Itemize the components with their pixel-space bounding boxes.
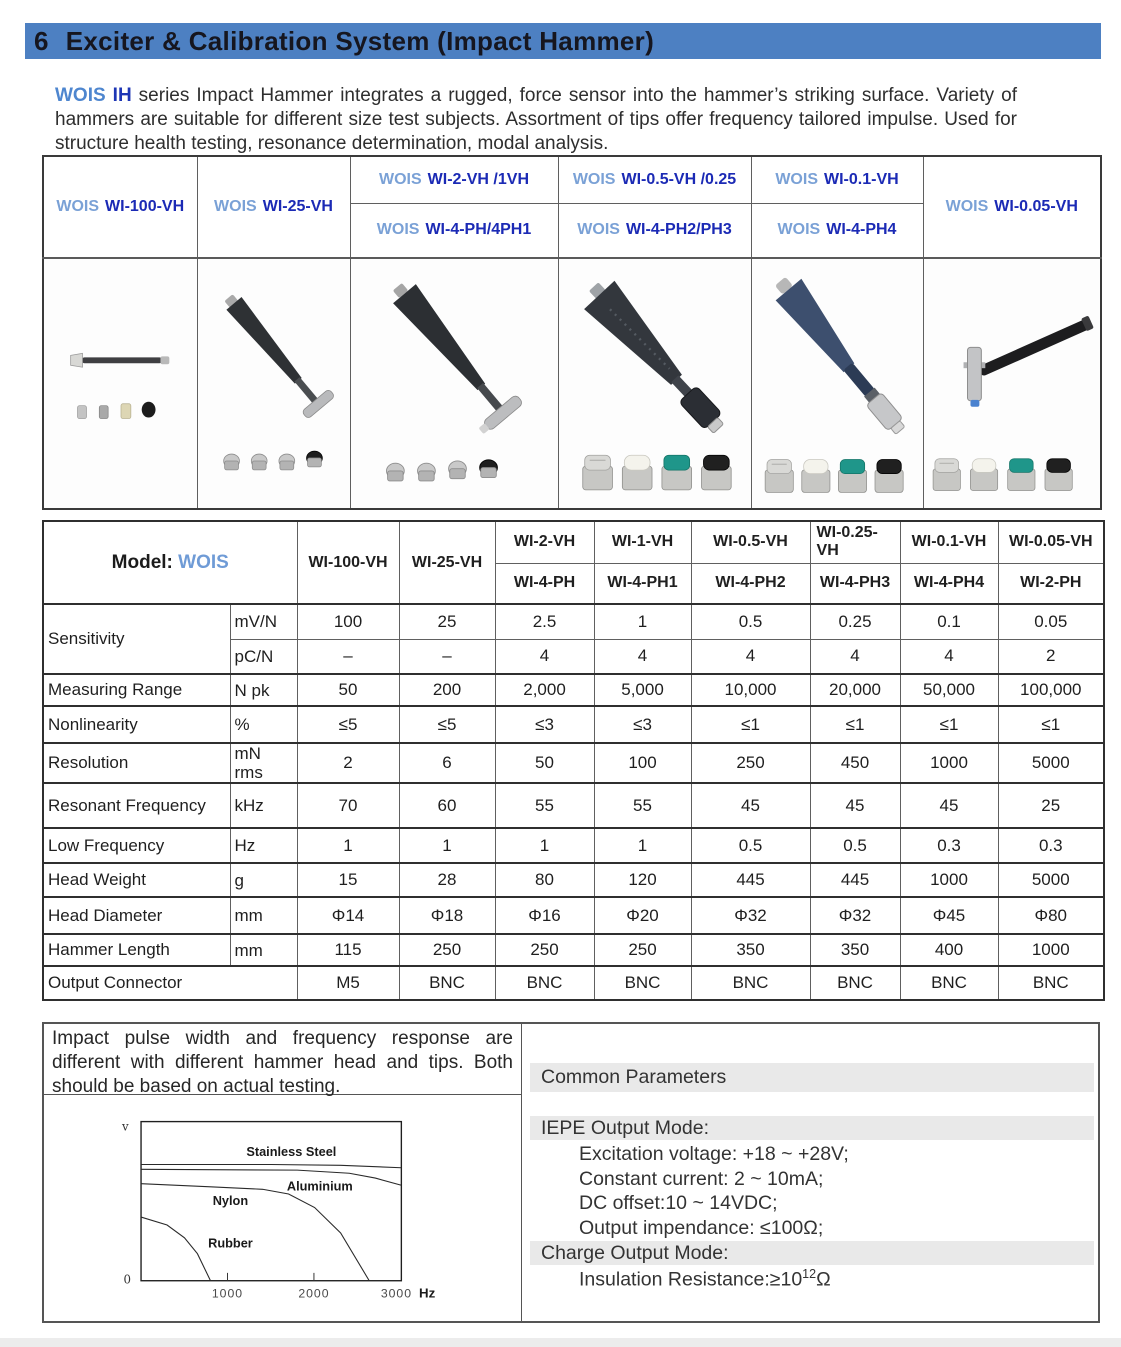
bottom-panel (42, 1022, 1100, 1323)
product-photo-mini-hammer (44, 260, 196, 508)
model-label: WI-0.5-VH /0.25 (621, 170, 737, 188)
product-header-wi-4-ph2 (558, 203, 751, 258)
iepe-output-mode-heading: IEPE Output Mode: (530, 1116, 1094, 1140)
model-label: WI-0.1-VH (824, 170, 899, 188)
brand-label: WOIS (376, 221, 420, 239)
spec-cell: 0.1 (900, 604, 998, 639)
product-table (42, 155, 1102, 510)
spec-cell: 28 (399, 863, 495, 897)
spec-cell: 1000 (900, 743, 998, 783)
spec-cell: BNC (495, 966, 594, 1000)
spec-cell: 0.25 (810, 604, 900, 639)
row-label-measuring-range: Measuring Range (43, 674, 230, 706)
spec-cell: 250 (495, 934, 594, 966)
spec-col-wi-0-5-vh: WI-0.5-VH (691, 521, 810, 563)
spec-cell: 1 (297, 828, 399, 863)
row-label-nonlinearity: Nonlinearity (43, 706, 230, 743)
spec-table (42, 520, 1105, 1001)
product-header-wi-0-1-vh (751, 156, 923, 203)
model-label: WI-0.05-VH (994, 198, 1078, 215)
iepe-items (579, 1142, 849, 1240)
brand-label: WOIS (777, 221, 821, 239)
series-label-nylon: Nylon (212, 1193, 249, 1209)
spec-cell: 1 (594, 828, 691, 863)
iepe-item-dc-offset: DC offset:10 ~ 14VDC; (579, 1192, 778, 1214)
spec-cell: Φ80 (998, 897, 1104, 934)
product-photo-cell (43, 258, 197, 509)
spec-cell: 250 (399, 934, 495, 966)
spec-cell: Φ18 (399, 897, 495, 934)
spec-cell: 350 (810, 934, 900, 966)
spec-model-header (43, 521, 297, 604)
model-label: WI-100-VH (105, 198, 185, 215)
insulation-prefix: Insulation Resistance:≥10 (579, 1268, 803, 1291)
spec-cell: 25 (399, 604, 495, 639)
intro-paragraph (55, 84, 1017, 156)
series-label-aluminium: Aluminium (286, 1178, 353, 1194)
spec-cell: 1 (594, 604, 691, 639)
spec-cell: 70 (297, 783, 399, 828)
spec-cell: 5,000 (594, 674, 691, 706)
spec-cell: 15 (297, 863, 399, 897)
intro-text: series Impact Hammer integrates a rugged, force sensor into the hammer’s striking surface. Variety of hammers are suitable for different size test subjects. Assortment of tips offer frequency tailored impulse. Used for structure health testing, resonance determination, modal analysis. (55, 85, 1017, 154)
row-unit: pC/N (230, 639, 297, 674)
spec-cell: 25 (998, 783, 1104, 828)
spec-cell: 45 (810, 783, 900, 828)
product-photo-sledge-hammer (924, 260, 1100, 508)
row-label-head-diameter: Head Diameter (43, 897, 230, 934)
x-axis-unit-label: Hz (419, 1285, 436, 1301)
spec-col-wi-4-ph4: WI-4-PH4 (900, 563, 998, 604)
spec-cell: BNC (399, 966, 495, 1000)
iepe-item-excitation-voltage: Excitation voltage: +18 ~ +28V; (579, 1143, 849, 1165)
series-label-rubber: Rubber (208, 1235, 253, 1251)
product-photo-cell (923, 258, 1101, 509)
spec-cell: 2.5 (495, 604, 594, 639)
spec-cell: BNC (998, 966, 1104, 1000)
brand-name: WOIS (55, 85, 106, 106)
spec-cell: 45 (900, 783, 998, 828)
row-unit: % (230, 706, 297, 743)
row-label-resonant-frequency: Resonant Frequency (43, 783, 230, 828)
spec-col-wi-4-ph2: WI-4-PH2 (691, 563, 810, 604)
spec-cell: 250 (691, 743, 810, 783)
spec-cell: 200 (399, 674, 495, 706)
product-photo-cell (197, 258, 350, 509)
spec-cell: Φ20 (594, 897, 691, 934)
product-header-wi-0-5-vh (558, 156, 751, 203)
spec-cell: 100 (594, 743, 691, 783)
spec-col-wi-100-vh: WI-100-VH (297, 521, 399, 604)
charge-output-mode-heading: Charge Output Mode: (530, 1241, 1094, 1265)
product-header-wi-100-vh (43, 156, 197, 258)
spec-cell: Φ32 (810, 897, 900, 934)
row-unit: kHz (230, 783, 297, 828)
spec-col-wi-2-vh: WI-2-VH (495, 521, 594, 563)
spec-cell: 250 (594, 934, 691, 966)
row-unit: Hz (230, 828, 297, 863)
spec-cell: ≤1 (810, 706, 900, 743)
row-unit: mN rms (230, 743, 297, 783)
spec-cell: 6 (399, 743, 495, 783)
spec-cell: 50,000 (900, 674, 998, 706)
spec-col-wi-2-ph: WI-2-PH (998, 563, 1104, 604)
product-photo-large-hammer (559, 260, 750, 508)
spec-cell: 50 (297, 674, 399, 706)
common-parameters-pane (523, 1024, 1098, 1321)
row-label-hammer-length: Hammer Length (43, 934, 230, 966)
row-unit: mm (230, 897, 297, 934)
spec-col-wi-25-vh: WI-25-VH (399, 521, 495, 604)
spec-cell: 0.5 (810, 828, 900, 863)
brand-label: WOIS (572, 170, 616, 188)
spec-cell: 1000 (998, 934, 1104, 966)
brand-label: WOIS (945, 198, 989, 215)
spec-cell: 4 (900, 639, 998, 674)
spec-cell: 120 (594, 863, 691, 897)
spec-cell: 55 (495, 783, 594, 828)
product-photo-cell (751, 258, 923, 509)
spec-cell: 0.05 (998, 604, 1104, 639)
spec-cell: 450 (810, 743, 900, 783)
spec-cell: 1 (495, 828, 594, 863)
product-header-wi-25-vh (197, 156, 350, 258)
row-label-resolution: Resolution (43, 743, 230, 783)
spec-col-wi-0-1-vh: WI-0.1-VH (900, 521, 998, 563)
model-label: WI-4-PH2/PH3 (625, 221, 732, 239)
spec-cell: – (297, 639, 399, 674)
series-label-stainless-steel: Stainless Steel (246, 1143, 337, 1159)
spec-cell: – (399, 639, 495, 674)
spec-cell: 80 (495, 863, 594, 897)
row-label-head-weight: Head Weight (43, 863, 230, 897)
spec-cell: 0.3 (998, 828, 1104, 863)
spec-cell: 4 (810, 639, 900, 674)
spec-col-wi-1-vh: WI-1-VH (594, 521, 691, 563)
spec-cell: 445 (691, 863, 810, 897)
insulation-resistance-item (579, 1267, 831, 1292)
row-label-output-connector: Output Connector (43, 966, 297, 1000)
row-label-sensitivity: Sensitivity (43, 604, 230, 674)
spec-cell: 100,000 (998, 674, 1104, 706)
spec-col-wi-0-05-vh: WI-0.05-VH (998, 521, 1104, 563)
spec-cell: BNC (900, 966, 998, 1000)
spec-cell: 115 (297, 934, 399, 966)
spec-cell: 50 (495, 743, 594, 783)
product-photo-small-hammer (198, 260, 349, 508)
spec-cell: 2,000 (495, 674, 594, 706)
brand-label: WOIS (56, 198, 100, 215)
spec-cell: 1 (399, 828, 495, 863)
spec-col-wi-0-25-vh: WI-0.25-VH (810, 521, 900, 563)
section-title-bar (25, 23, 1101, 59)
spec-cell: 100 (297, 604, 399, 639)
spec-cell: 400 (900, 934, 998, 966)
row-label-low-frequency: Low Frequency (43, 828, 230, 863)
row-unit: g (230, 863, 297, 897)
spec-cell: 445 (810, 863, 900, 897)
product-photo-navy-hammer (752, 260, 922, 508)
series-name: IH (112, 85, 132, 106)
spec-cell: 0.5 (691, 604, 810, 639)
spec-cell: BNC (594, 966, 691, 1000)
spec-cell: ≤5 (297, 706, 399, 743)
spec-cell: Φ16 (495, 897, 594, 934)
spec-cell: Φ14 (297, 897, 399, 934)
spec-cell: ≤1 (998, 706, 1104, 743)
spec-cell: 0.3 (900, 828, 998, 863)
spec-cell: 4 (691, 639, 810, 674)
spec-cell: BNC (691, 966, 810, 1000)
spec-cell: ≤3 (495, 706, 594, 743)
y-axis-top-label: v (122, 1119, 129, 1134)
brand-label: WOIS (178, 551, 229, 573)
common-parameters-title: Common Parameters (530, 1063, 1094, 1092)
spec-cell: 4 (495, 639, 594, 674)
spec-cell: BNC (810, 966, 900, 1000)
spec-col-wi-4-ph: WI-4-PH (495, 563, 594, 604)
spec-cell: Φ32 (691, 897, 810, 934)
spec-cell: ≤5 (399, 706, 495, 743)
model-label: WI-2-VH /1VH (427, 170, 529, 188)
frequency-response-chart (44, 1099, 521, 1321)
spec-cell: 2 (998, 639, 1104, 674)
brand-label: WOIS (378, 170, 422, 188)
insulation-unit: Ω (816, 1268, 831, 1291)
spec-cell: 4 (594, 639, 691, 674)
chart-container (44, 1099, 521, 1326)
insulation-exponent: 12 (802, 1267, 817, 1281)
spec-cell: ≤1 (691, 706, 810, 743)
spec-cell: 20,000 (810, 674, 900, 706)
brand-label: WOIS (775, 170, 818, 188)
product-header-wi-0-05-vh (923, 156, 1101, 258)
x-tick-label-3000: 3000 (380, 1286, 413, 1301)
spec-cell: 10,000 (691, 674, 810, 706)
product-photo-medium-hammer (351, 260, 557, 508)
iepe-item-constant-current: Constant current: 2 ~ 10mA; (579, 1167, 824, 1190)
row-unit: mV/N (230, 604, 297, 639)
spec-cell: 5000 (998, 743, 1104, 783)
model-label: WI-4-PH4 (826, 221, 897, 239)
spec-cell: Φ45 (900, 897, 998, 934)
spec-cell: 2 (297, 743, 399, 783)
spec-cell: ≤1 (900, 706, 998, 743)
note-and-chart-pane (44, 1024, 522, 1321)
product-photo-cell (558, 258, 751, 509)
brand-label: WOIS (577, 221, 620, 239)
model-label: Model: (111, 551, 173, 573)
model-label: WI-4-PH/4PH1 (425, 221, 532, 239)
product-header-wi-4-ph (350, 203, 558, 258)
iepe-item-output-impedance: Output impendance: ≤100Ω; (579, 1216, 824, 1239)
row-unit: mm (230, 934, 297, 966)
spec-cell: 55 (594, 783, 691, 828)
page-title: Exciter & Calibration System (Impact Hammer) (65, 26, 655, 56)
spec-col-wi-4-ph3: WI-4-PH3 (810, 563, 900, 604)
spec-cell: 1000 (900, 863, 998, 897)
product-photo-cell (350, 258, 558, 509)
y-axis-bottom-label: 0 (123, 1272, 132, 1287)
page-bottom-strip (0, 1338, 1121, 1347)
spec-col-wi-4-ph1: WI-4-PH1 (594, 563, 691, 604)
brand-label: WOIS (214, 198, 257, 215)
spec-cell: 5000 (998, 863, 1104, 897)
spec-cell: 0.5 (691, 828, 810, 863)
x-tick-label-2000: 2000 (298, 1286, 330, 1301)
model-label: WI-25-VH (262, 198, 333, 215)
product-header-wi-2-vh (350, 156, 558, 203)
spec-cell: M5 (297, 966, 399, 1000)
product-header-wi-4-ph4 (751, 203, 923, 258)
section-number: 6 (34, 26, 49, 56)
spec-cell: ≤3 (594, 706, 691, 743)
spec-cell: 350 (691, 934, 810, 966)
row-unit: N pk (230, 674, 297, 706)
x-tick-label-1000: 1000 (211, 1286, 244, 1301)
spec-cell: 45 (691, 783, 810, 828)
note-text: Impact pulse width and frequency response are different with different hammer head and tips. Both should be based on actual testing. (44, 1024, 521, 1095)
spec-cell: 60 (399, 783, 495, 828)
